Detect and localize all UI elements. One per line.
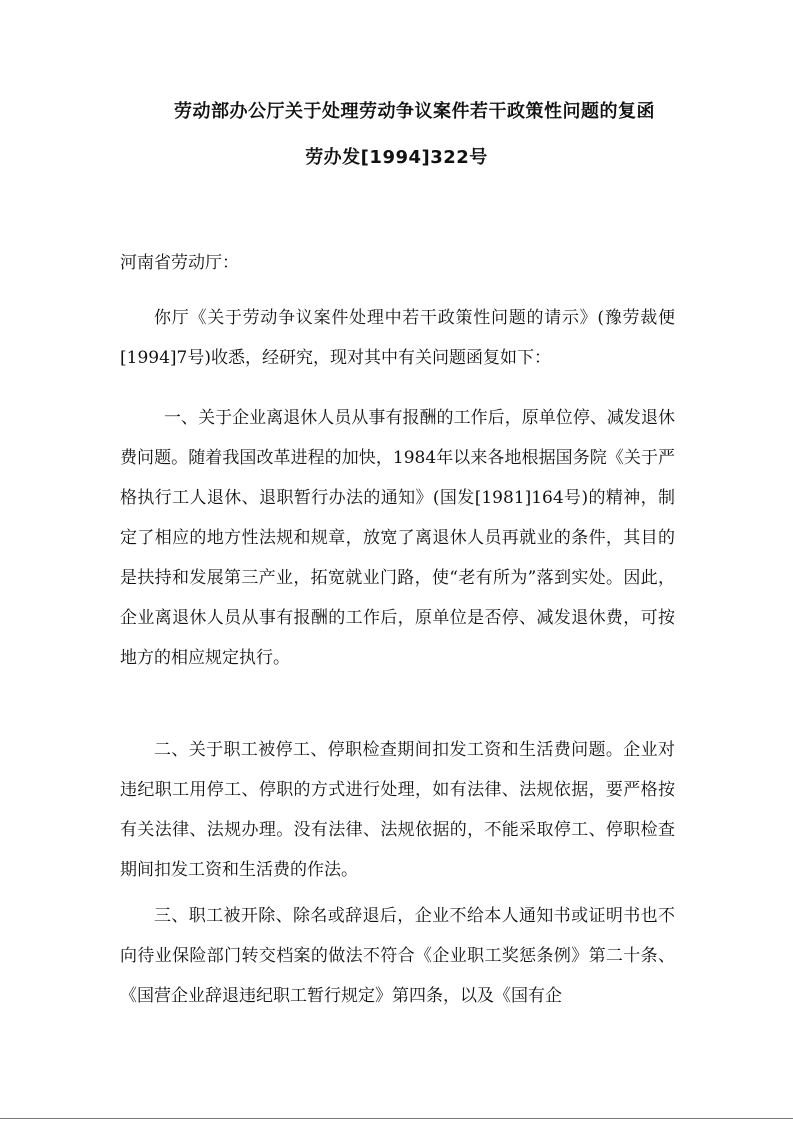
paragraph-intro: 你厅《关于劳动争议案件处理中若干政策性问题的请示》(豫劳裁便[1994]7号)收悉，经研究，现对其中有关问题函复如下： bbox=[120, 308, 675, 368]
page-bottom-divider bbox=[0, 1118, 793, 1119]
document-title: 劳动部办公厅关于处理劳动争议案件若干政策性问题的复函 bbox=[174, 101, 655, 122]
document-number: 劳办发[1994]322号 bbox=[305, 147, 488, 168]
paragraph-item-one: 一、关于企业离退休人员从事有报酬的工作后，原单位停、减发退休费问题。随着我国改革进程的加快，1984年以来各地根据国务院《关于严格执行工人退休、退职暂行办法的通知》(国发[1981]164号)的精神，制定了相应的地方性法规和规章，放宽了离退休人员再就业的条件，其目的是扶持和发展第三产业，拓宽就业门路，使“老有所为”落到实处。因此，企业离退休人员从事有报酬的工作后，原单位是否停、减发退休费，可按地方的相应规定执行。 bbox=[120, 408, 675, 668]
salutation: 河南省劳动厅： bbox=[120, 253, 239, 273]
paragraph-item-two: 二、关于职工被停工、停职检查期间扣发工资和生活费问题。企业对违纪职工用停工、停职的方式进行处理，如有法律、法规依据，要严格按有关法律、法规办理。没有法律、法规依据的，不能采取停工、停职检查期间扣发工资和生活费的作法。 bbox=[120, 740, 675, 880]
paragraph-item-three: 三、职工被开除、除名或辞退后，企业不给本人通知书或证明书也不向待业保险部门转交档案的做法不符合《企业职工奖惩条例》第二十条、《国营企业辞退违纪职工暂行规定》第四条，以及《国有企 bbox=[120, 906, 675, 1006]
